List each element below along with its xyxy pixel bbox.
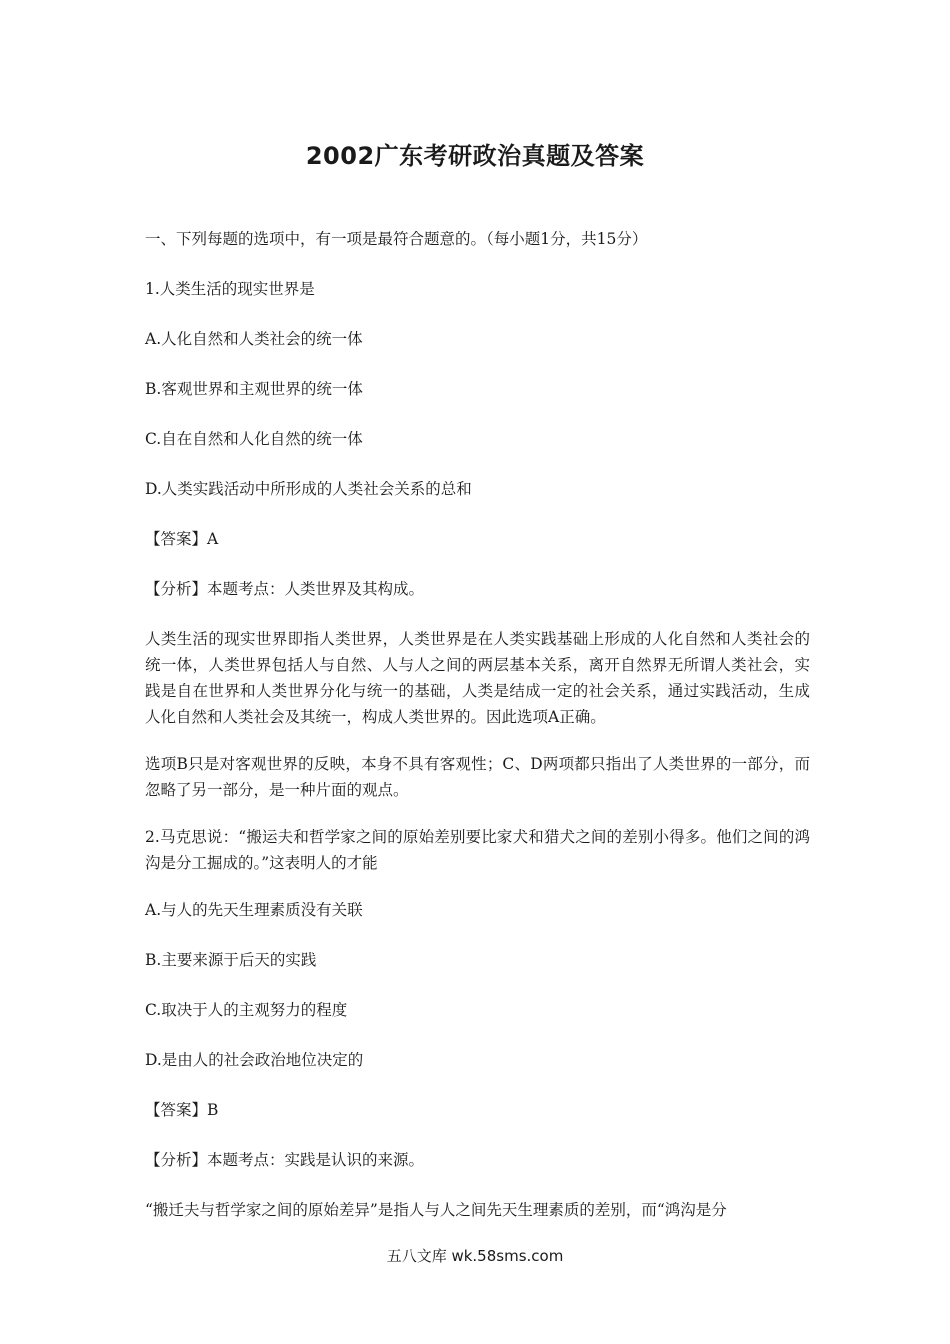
question-1-option-a: A.人化自然和人类社会的统一体 bbox=[145, 330, 363, 348]
question-2-option-b: B.主要来源于后天的实践 bbox=[145, 951, 317, 969]
document-title: 2002广东考研政治真题及答案 bbox=[305, 142, 645, 170]
question-2-answer: 【答案】B bbox=[145, 1101, 219, 1119]
question-1-stem: 1.人类生活的现实世界是 bbox=[145, 280, 315, 298]
question-1-analysis-heading: 【分析】本题考点：人类世界及其构成。 bbox=[145, 580, 425, 598]
question-2-analysis-paragraph: “搬迁夫与哲学家之间的原始差异”是指人与人之间先天生理素质的差别，而“鸿沟是分 bbox=[145, 1201, 727, 1219]
document-body bbox=[145, 226, 810, 1247]
question-2-option-a: A.与人的先天生理素质没有关联 bbox=[145, 901, 363, 919]
question-2-analysis-heading: 【分析】本题考点：实践是认识的来源。 bbox=[145, 1151, 425, 1169]
question-1-analysis-paragraph-2: 选项B只是对客观世界的反映，本身不具有客观性；C、D两项都只指出了人类世界的一部分，而忽略了另一部分，是一种片面的观点。 bbox=[145, 755, 810, 799]
page-footer-watermark: 五八文库 wk.58sms.com bbox=[386, 1247, 564, 1265]
question-1-option-c: C.自在自然和人化自然的统一体 bbox=[145, 430, 363, 448]
question-1-option-b: B.客观世界和主观世界的统一体 bbox=[145, 380, 363, 398]
question-2-option-d: D.是由人的社会政治地位决定的 bbox=[145, 1051, 364, 1069]
question-1-analysis-paragraph-1: 人类生活的现实世界即指人类世界，人类世界是在人类实践基础上形成的人化自然和人类社会的统一体，人类世界包括人与自然、人与人之间的两层基本关系，离开自然界无所谓人类社会，实践是自在世界和人类世界分化与统一的基础，人类是结成一定的社会关系，通过实践活动，生成人化自然和人类社会及其统一，构成人类世界的。因此选项A正确。 bbox=[145, 630, 810, 726]
section-heading: 一、下列每题的选项中，有一项是最符合题意的。（每小题1分，共15分） bbox=[145, 230, 648, 248]
question-1-option-d: D.人类实践活动中所形成的人类社会关系的总和 bbox=[145, 480, 472, 498]
question-2-option-c: C.取决于人的主观努力的程度 bbox=[145, 1001, 348, 1019]
question-2-stem: 2.马克思说：“搬运夫和哲学家之间的原始差别要比家犬和猎犬之间的差别小得多。他们之间的鸿沟是分工掘成的。”这表明人的才能 bbox=[145, 828, 810, 872]
question-1-answer: 【答案】A bbox=[145, 530, 219, 548]
